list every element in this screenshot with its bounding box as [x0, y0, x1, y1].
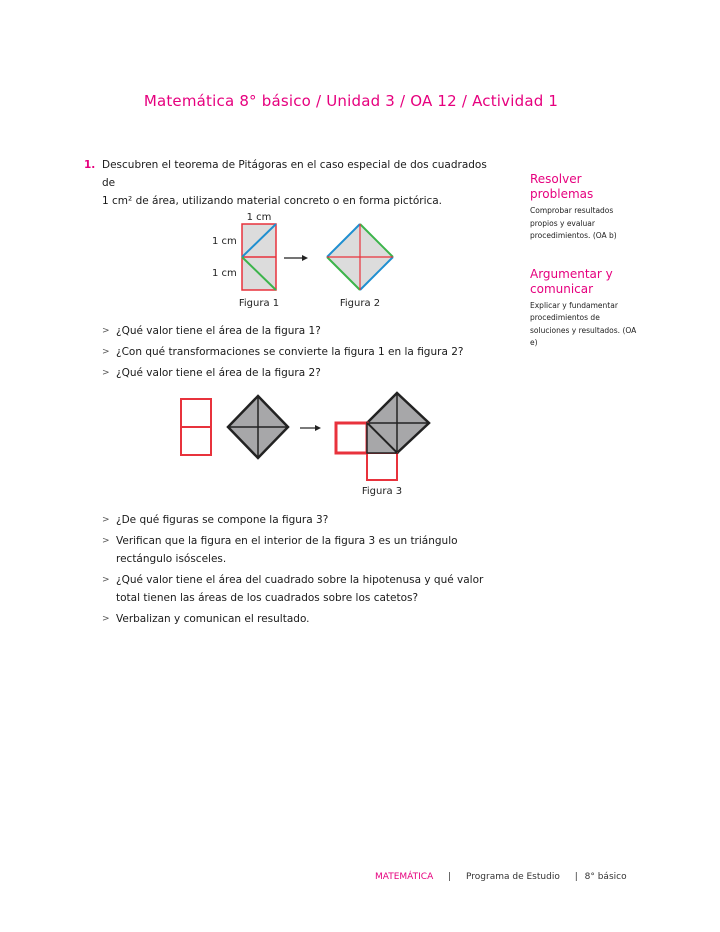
questions-b: [84, 511, 499, 631]
statement-line-2: 1 cm² de área, utilizando material concreto o en forma pictórica.: [102, 195, 443, 207]
activity-block: [84, 156, 499, 210]
chevron-right-icon: >: [102, 347, 110, 357]
chevron-right-icon: >: [102, 575, 110, 585]
sidebar-title-resolver: Resolver problemas: [530, 172, 594, 201]
list-item: > ¿De qué figuras se compone la figura 3?: [84, 511, 499, 529]
activity-number: 1.: [84, 159, 96, 171]
label-top-1cm: 1 cm: [246, 212, 272, 223]
statement-line-1: Descubren el teorema de Pitágoras en el caso especial de dos cuadrados de: [102, 159, 487, 189]
sidebar-text-resolver: Comprobar resultados propios y evaluar procedimientos. (OA b): [530, 206, 617, 240]
chevron-right-icon: >: [102, 326, 110, 336]
list-item: > ¿Qué valor tiene el área de la figura 1?: [84, 322, 499, 340]
chevron-right-icon: >: [102, 368, 110, 378]
sidebar: [530, 172, 640, 350]
sidebar-title-argumentar: Argumentar y comunicar: [530, 266, 613, 296]
activity-statement: [102, 156, 499, 210]
footer-subject: MATEMÁTICA: [375, 872, 434, 882]
page-title: Matemática 8° básico / Unidad 3 / OA 12 / Actividad 1: [143, 92, 559, 110]
questions-a: [84, 322, 499, 385]
list-item: > Verifican que la figura en el interior de la figura 3 es un triángulo rectángulo isósceles.: [84, 532, 499, 568]
chevron-right-icon: >: [102, 536, 110, 546]
figure-3-stacked-squares: [181, 399, 211, 455]
figure-1-shape: [242, 224, 276, 290]
arrow-icon: [300, 425, 321, 431]
list-item: > ¿Con qué transformaciones se convierte la figura 1 en la figura 2?: [84, 343, 499, 361]
chevron-right-icon: >: [102, 614, 110, 624]
footer-grade: 8° básico: [584, 872, 627, 882]
footer-divider: |: [448, 872, 452, 882]
footer-program: Programa de Estudio: [466, 872, 560, 882]
label-left-1cm-a: 1 cm: [212, 236, 237, 247]
figure-1-2: [200, 208, 420, 313]
figure-3-pythagoras-shape: [336, 393, 429, 480]
page-footer: [375, 872, 627, 882]
sidebar-text-argumentar: Explicar y fundamentar procedimientos de soluciones y resultados. (OA e): [530, 300, 637, 347]
list-item: > ¿Qué valor tiene el área de la figura 2?: [84, 364, 499, 382]
caption-figura-3: Figura 3: [361, 486, 403, 497]
list-item: > Verbalizan y comunican el resultado.: [84, 610, 499, 628]
footer-divider: |: [574, 872, 578, 882]
caption-figura-2: Figura 2: [339, 298, 381, 309]
figure-3-diamond-left: [228, 396, 288, 458]
chevron-right-icon: >: [102, 515, 110, 525]
list-item: > ¿Qué valor tiene el área del cuadrado sobre la hipotenusa y qué valor total tienen las áreas de los cuadrados sobre los catetos?: [84, 571, 499, 607]
label-left-1cm-b: 1 cm: [212, 268, 237, 279]
figure-3: [175, 388, 440, 500]
caption-figura-1: Figura 1: [238, 298, 280, 309]
figure-2-shape: [327, 224, 393, 290]
arrow-icon: [284, 255, 308, 261]
